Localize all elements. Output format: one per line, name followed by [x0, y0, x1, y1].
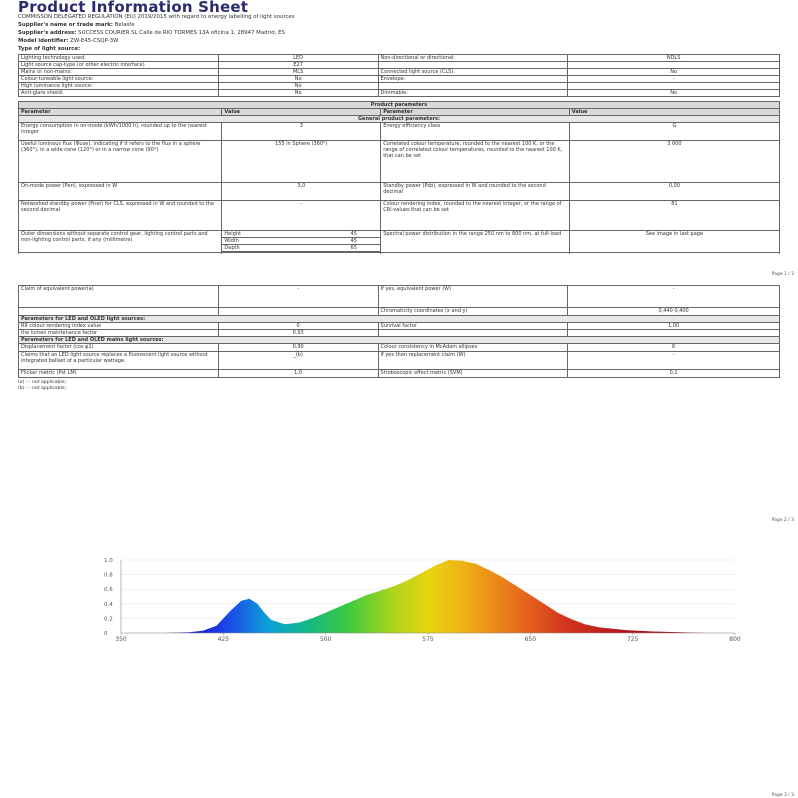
type-cell [378, 62, 568, 69]
type-row [19, 76, 780, 83]
claim-row [19, 286, 780, 308]
type-row [19, 83, 780, 90]
y-tick-label: 0.4 [104, 601, 113, 608]
page-number-3: Page 3 / 3 [771, 793, 794, 798]
x-tick-label: 650 [524, 636, 537, 643]
general-cell: On-mode power (Pon), expressed in W [19, 183, 222, 201]
general-cell: Energy efficiency class [381, 123, 570, 141]
product-params-heading: Product parameters [19, 102, 780, 109]
mains-cell: 6 [568, 344, 780, 352]
claim-cell: - [568, 286, 780, 308]
led-cell: 1,00 [568, 323, 780, 330]
type-cell: Anti-glare shield: [19, 90, 219, 97]
mains-cell: 0,1 [568, 370, 780, 378]
type-cell [568, 62, 780, 69]
type-cell: Light source cap-type (or other electric interface) [19, 62, 219, 69]
supplier-name-label: Supplier's name or trade mark: [18, 22, 113, 28]
type-cell: Envelope: [378, 76, 568, 83]
y-tick-label: 0 [104, 631, 108, 637]
claim-cell: Claim of equivalent power(a) [19, 286, 219, 308]
supplier-name: Belasfe [114, 22, 135, 28]
type-label: Type of light source: [18, 46, 81, 52]
type-cell: No [568, 90, 780, 97]
general-row [19, 183, 780, 201]
x-tick-label: 725 [626, 636, 639, 643]
dimension-row [222, 238, 380, 245]
mains-row [19, 344, 780, 352]
dimension-value: 45 [327, 238, 380, 245]
y-tick-label: 0.2 [104, 616, 113, 623]
mains-cell: If yes then replacement claim (W) [378, 352, 568, 370]
led-row [19, 330, 780, 337]
type-row [19, 62, 780, 69]
dimensions-table [222, 231, 380, 252]
mains-cell: Displacement factor (cos φ1) [19, 344, 219, 352]
page-title: Product Information Sheet [18, 0, 249, 16]
type-cell: No [218, 90, 378, 97]
claim-row [19, 308, 780, 316]
type-cell: Lighting technology used: [19, 55, 219, 62]
general-cell: 81 [569, 201, 779, 231]
regulation-text: COMMISSON DELEGATED REGULATION (EU) 2019/2015 with regard to energy labelling of light sources [18, 14, 295, 20]
col-header-value-2: Value [569, 109, 779, 116]
x-tick-labels [115, 633, 741, 643]
general-cell: G [569, 123, 779, 141]
type-cell [568, 83, 780, 90]
led-cell: the lumen maintenance factor [19, 330, 219, 337]
claim-cell [218, 308, 378, 316]
general-cell: Networked standby power (Pnet) for CLS, expressed in W and rounded to the second decimal [19, 201, 222, 231]
x-tick-label: 425 [217, 636, 230, 643]
spectrum-chart [0, 555, 798, 665]
led-row [19, 323, 780, 330]
type-cell: Colour-tuneable light source: [19, 76, 219, 83]
type-cell: E27 [218, 62, 378, 69]
y-tick-label: 1.0 [104, 558, 113, 564]
type-cell: Connected light source (CLS): [378, 69, 568, 76]
type-row [19, 90, 780, 97]
supplier-address: SUCCESS COURIER SL Calle de RIO TORMES 13A oficina 1, 28947 Madrid, ES [78, 30, 285, 36]
dimension-name: Depth [222, 245, 327, 252]
led-params-heading: Parameters for LED and OLED light sources: [19, 316, 780, 323]
dimension-name: Height [222, 231, 327, 238]
led-cell: R9 colour rendering index value [19, 323, 219, 330]
spectrum-area [121, 560, 708, 633]
claim-cell: 0,440 0,400 [568, 308, 780, 316]
mains-cell: Colour consistency in McAdam ellipses [378, 344, 568, 352]
mains-cell: - [568, 352, 780, 370]
y-tick-label: 0.6 [104, 587, 113, 594]
dimensions-label: Outer dimensions without separate control gear, lighting control parts and non-lighting control parts, if any (millimetre) [19, 231, 222, 253]
mains-cell: _(b) [218, 352, 378, 370]
general-cell: Colour rendering index, rounded to the nearest integer, or the range of CRI-values that can be set [381, 201, 570, 231]
supplier-address-line [18, 31, 285, 36]
type-cell: MLS [218, 69, 378, 76]
type-cell: No [218, 76, 378, 83]
page2-table [18, 285, 780, 378]
product-params-table [18, 101, 780, 253]
dimension-name: Width [222, 238, 327, 245]
mains-row [19, 352, 780, 370]
led-cell: Survival factor [378, 323, 568, 330]
led-cell [568, 330, 780, 337]
col-header-parameter: Parameter [19, 109, 222, 116]
claim-cell: - [218, 286, 378, 308]
model-identifier: ZW-E45-CSQP-3W [70, 38, 119, 44]
dimension-value: 65 [327, 245, 380, 252]
type-cell: Dimmable: [378, 90, 568, 97]
general-cell: 155 in Sphere (360°) [222, 141, 381, 183]
general-cell: 0,00 [569, 183, 779, 201]
mains-cell: 1,0 [218, 370, 378, 378]
type-cell: High luminance light source: [19, 83, 219, 90]
general-cell: Correlated colour temperature, rounded to the nearest 100 K, or the range of correlated colour temperatures, rounded to the nearest 100 K, that can be set [381, 141, 570, 183]
spectral-param: Spectral power distribution in the range 250 nm to 800 nm, at full-load [381, 231, 570, 253]
page-number-2: Page 2 / 3 [771, 518, 794, 523]
type-row [19, 55, 780, 62]
mains-cell: Flicker metric (Pst LM) [19, 370, 219, 378]
led-cell: 0,93 [218, 330, 378, 337]
dimensions-cell [222, 231, 381, 253]
general-cell: 3 000 [569, 141, 779, 183]
mains-params-heading: Parameters for LED and OLED mains light sources: [19, 337, 780, 344]
type-cell: Mains or non-mains: [19, 69, 219, 76]
supplier-address-label: Supplier's address: [18, 30, 77, 36]
type-cell: No [218, 83, 378, 90]
claim-cell: Chromaticity coordinates (x and y) [378, 308, 568, 316]
footnote-b: (b) - : not applicable; [18, 386, 67, 391]
spectral-value: See image in last page [569, 231, 779, 253]
model-label: Model identifier: [18, 38, 69, 44]
mains-cell: 0,90 [218, 344, 378, 352]
claim-cell [19, 308, 219, 316]
mains-row [19, 370, 780, 378]
type-cell: LED [218, 55, 378, 62]
dimension-row [222, 245, 380, 252]
dimension-value: 45 [327, 231, 380, 238]
model-line [18, 39, 118, 44]
mains-cell: Claims that an LED light source replaces a fluorescent light source without integrated ballast of a particular wattage. [19, 352, 219, 370]
general-cell: Energy consumption in on-mode (kWh/1000 h), rounded up to the nearest integer [19, 123, 222, 141]
led-cell: 0 [218, 323, 378, 330]
col-header-parameter-2: Parameter [381, 109, 570, 116]
x-tick-label: 350 [115, 636, 127, 643]
x-tick-label: 575 [422, 636, 434, 643]
general-cell: - [222, 201, 381, 231]
type-table [18, 54, 780, 97]
mains-cell: Stroboscopic effect metric (SVM) [378, 370, 568, 378]
led-cell [378, 330, 568, 337]
type-cell: Non-directional or directional: [378, 55, 568, 62]
y-tick-labels [104, 558, 113, 637]
general-row [19, 141, 780, 183]
type-cell: - [568, 76, 780, 83]
general-params-heading: General product parameters: [19, 116, 780, 123]
x-tick-label: 500 [319, 636, 332, 643]
supplier-name-line [18, 23, 135, 28]
general-cell: Useful luminous flux (Φuse), indicating if it refers to the flux in a sphere (360°), in a wide cone (120°) or in a narrow cone (90°) [19, 141, 222, 183]
x-tick-label: 800 [729, 636, 741, 643]
type-cell: No [568, 69, 780, 76]
general-cell: 3,0 [222, 183, 381, 201]
col-header-value: Value [222, 109, 381, 116]
claim-cell: If yes, equivalent power (W) [378, 286, 568, 308]
type-row [19, 69, 780, 76]
general-row [19, 201, 780, 231]
general-cell: 3 [222, 123, 381, 141]
footnote-a: (a) - : not applicable; [18, 380, 67, 385]
general-cell: Standby power (Psb), expressed in W and rounded to the second decimal [381, 183, 570, 201]
general-row [19, 123, 780, 141]
y-tick-label: 0.8 [104, 572, 113, 579]
type-cell: NDLS [568, 55, 780, 62]
type-cell [378, 83, 568, 90]
page-number-1: Page 1 / 3 [771, 272, 794, 277]
